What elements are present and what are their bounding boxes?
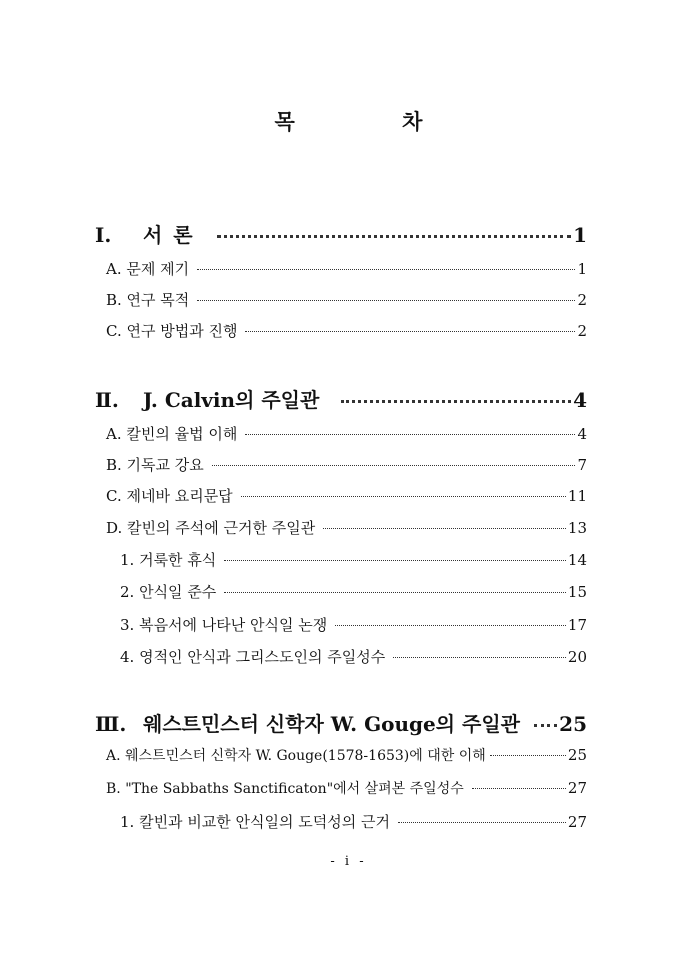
section-title: B. "The Sabbaths Sanctificaton"에서 살펴본 주일성수 xyxy=(106,781,464,797)
page-number: 25 xyxy=(559,712,587,736)
section-title: A. 문제 제기 xyxy=(106,260,190,278)
toc-section-3a xyxy=(106,745,587,765)
toc-section-1b xyxy=(106,289,587,310)
toc-subsection-2d3 xyxy=(120,614,587,635)
page-number: 4 xyxy=(577,425,587,443)
dot-leader xyxy=(197,299,575,301)
page-number: 27 xyxy=(567,779,587,797)
section-title: D. 칼빈의 주석에 근거한 주일관 xyxy=(106,519,316,537)
toc-section-2c xyxy=(106,485,587,506)
section-title: C. 제네바 요리문답 xyxy=(106,487,233,505)
page-number: 2 xyxy=(577,291,587,309)
page-number: 17 xyxy=(567,616,587,634)
toc-subsection-2d1 xyxy=(120,549,587,570)
page-number: 15 xyxy=(567,583,587,601)
section-title: C. 연구 방법과 진행 xyxy=(106,322,238,340)
chapter-number: Ⅱ. xyxy=(95,388,119,412)
page-number: 11 xyxy=(567,487,587,505)
toc-subsection-3b1 xyxy=(120,811,587,832)
toc-section-1a xyxy=(106,258,587,279)
section-title: A. 칼빈의 율법 이해 xyxy=(106,425,238,443)
dot-leader xyxy=(224,559,566,561)
subsection-title: 3. 복음서에 나타난 안식일 논쟁 xyxy=(120,616,328,634)
dot-leader xyxy=(323,527,566,529)
page-number: 25 xyxy=(567,746,587,764)
dot-leader xyxy=(398,821,566,823)
dot-leader xyxy=(341,399,571,403)
page-number: 1 xyxy=(573,223,587,247)
toc-section-3b xyxy=(106,778,587,798)
subsection-title: 1. 거룩한 휴식 xyxy=(120,551,217,569)
subsection-title: 4. 영적인 안식과 그리스도인의 주일성수 xyxy=(120,648,386,666)
page-number: 2 xyxy=(577,322,587,340)
toc-section-2d xyxy=(106,517,587,538)
dot-leader xyxy=(241,495,566,497)
page-number: 4 xyxy=(573,388,587,412)
dot-leader xyxy=(490,754,566,756)
page-number: 20 xyxy=(567,648,587,666)
dot-leader xyxy=(212,464,576,466)
dot-leader xyxy=(393,656,566,658)
page-number: 7 xyxy=(577,456,587,474)
chapter-title: 웨스트민스터 신학자 W. Gouge의 주일관 xyxy=(143,712,520,736)
chapter-number: Ⅲ. xyxy=(95,712,127,736)
chapter-number: Ⅰ. xyxy=(95,223,112,247)
subsection-title: 1. 칼빈과 비교한 안식일의 도덕성의 근거 xyxy=(120,813,390,831)
dot-leader xyxy=(245,330,575,332)
page-number: 27 xyxy=(567,813,587,831)
toc-section-1c xyxy=(106,320,587,341)
dot-leader xyxy=(224,591,566,593)
chapter-title: J. Calvin의 주일관 xyxy=(143,388,320,412)
page-number: 14 xyxy=(567,551,587,569)
page-number: 1 xyxy=(577,260,587,278)
toc-subsection-2d4 xyxy=(120,646,587,667)
page-title: 목 차 xyxy=(274,109,473,134)
toc-chapter-2 xyxy=(95,384,587,413)
subsection-title: 2. 안식일 준수 xyxy=(120,583,217,601)
toc-section-2b xyxy=(106,454,587,475)
toc-section-2a xyxy=(106,423,587,444)
dot-leader xyxy=(472,787,566,789)
dot-leader xyxy=(534,723,557,727)
dot-leader xyxy=(245,433,575,435)
section-title: A. 웨스트민스터 신학자 W. Gouge(1578-1653)에 대한 이해 xyxy=(106,748,486,764)
dot-leader xyxy=(217,234,571,238)
dot-leader xyxy=(197,268,575,270)
toc-chapter-3 xyxy=(95,708,587,737)
section-title: B. 연구 목적 xyxy=(106,291,190,309)
page-footer-number: - i - xyxy=(330,854,367,869)
dot-leader xyxy=(335,624,566,626)
page-number: 13 xyxy=(567,519,587,537)
section-title: B. 기독교 강요 xyxy=(106,456,204,474)
toc-chapter-1 xyxy=(95,219,587,248)
chapter-title: 서 론 xyxy=(143,223,195,247)
toc-subsection-2d2 xyxy=(120,581,587,602)
